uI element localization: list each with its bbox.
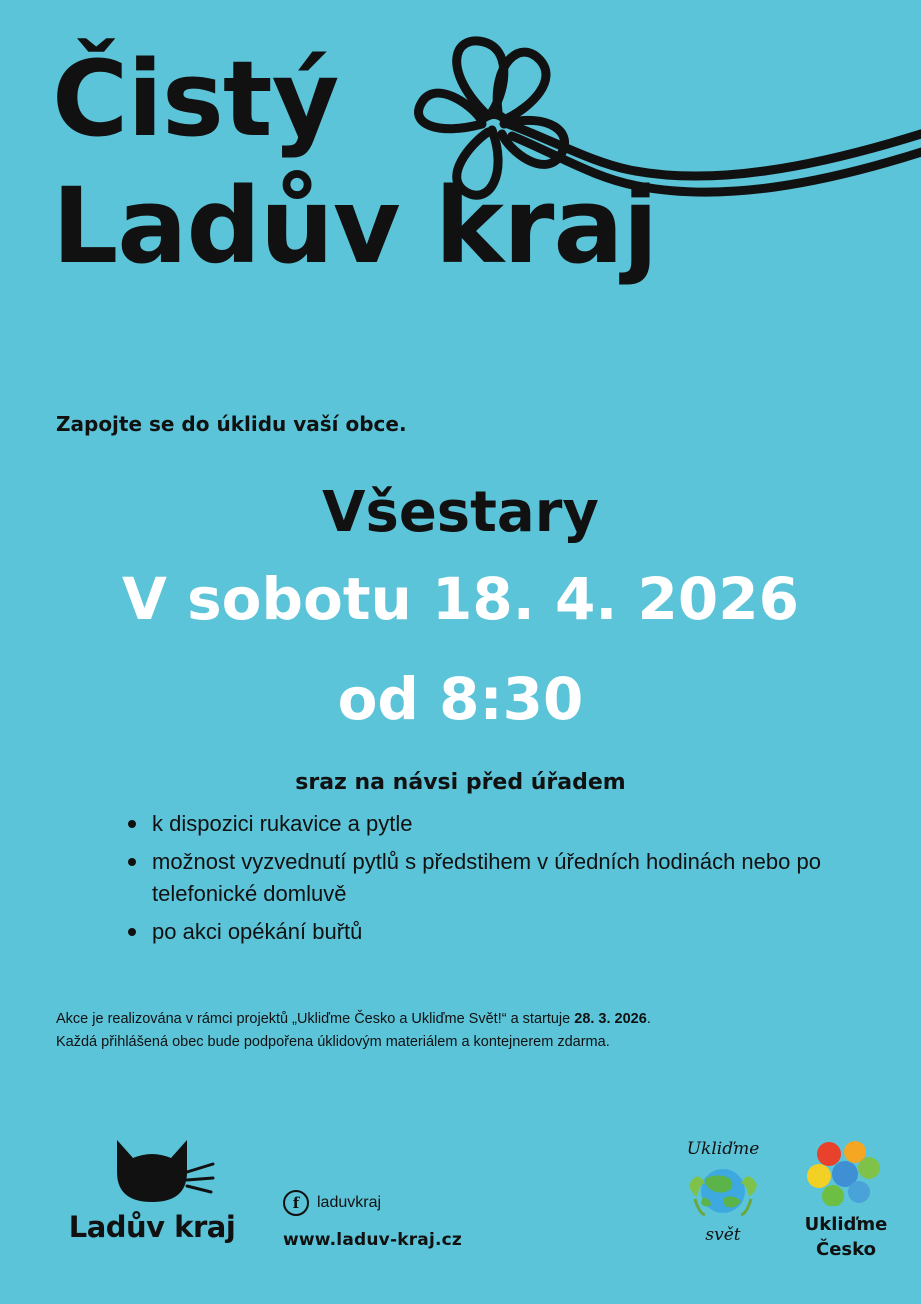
cat-icon [87,1128,217,1208]
event-date: V sobotu 18. 4. 2026 [122,565,799,633]
poster-title [52,38,812,287]
uklidme-svet-line1: Ukliďme [686,1139,760,1159]
uklidme-svet-logo [668,1140,778,1244]
laduv-kraj-logo-text: Ladův kraj [68,1210,236,1244]
earth-globe-icon [675,1159,771,1221]
website-url[interactable]: www.laduv-kraj.cz [283,1230,463,1250]
facebook-icon[interactable]: f [283,1190,309,1216]
uklidme-cesko-line1: Ukliďme [804,1214,888,1235]
footnote-start-date: 28. 3. 2026 [574,1011,647,1027]
facebook-handle[interactable]: laduvkraj [317,1194,382,1211]
facebook-row[interactable] [283,1190,543,1216]
social-links [283,1190,543,1250]
footnote [56,1008,856,1054]
list-item: po akci opékání buřtů [120,916,840,948]
footnote-text-part2: . [646,1011,651,1027]
footnote-text-part1: Akce je realizována v rámci projektů „Ukliďme Česko a Ukliďme Svět!“ a startuje [56,1011,575,1027]
footnote-line-2: Každá přihlášená obec bude podpořena úklidovým materiálem a kontejnerem zdarma. [56,1034,610,1051]
details-list [120,808,840,954]
laduv-kraj-logo [52,1128,252,1244]
uklidme-cesko-line2: Česko [816,1238,876,1260]
tagline: Zapojte se do úklidu vaší obce. [56,412,407,436]
list-item: k dispozici rukavice a pytle [120,808,840,840]
uklidme-svet-line2: svět [705,1224,741,1245]
title-line-2: Ladův kraj [52,164,658,287]
uklidme-cesko-logo [790,1140,902,1260]
colored-circles-icon [803,1140,889,1206]
list-item: možnost vyzvednutí pytlů s předstihem v úředních hodinách nebo po telefonické domluvě [120,846,840,910]
title-line-1: Čistý [52,38,339,160]
meeting-point: sraz na návsi před úřadem [295,770,626,795]
village-name: Všestary [322,480,599,545]
event-time: od 8:30 [337,665,584,733]
